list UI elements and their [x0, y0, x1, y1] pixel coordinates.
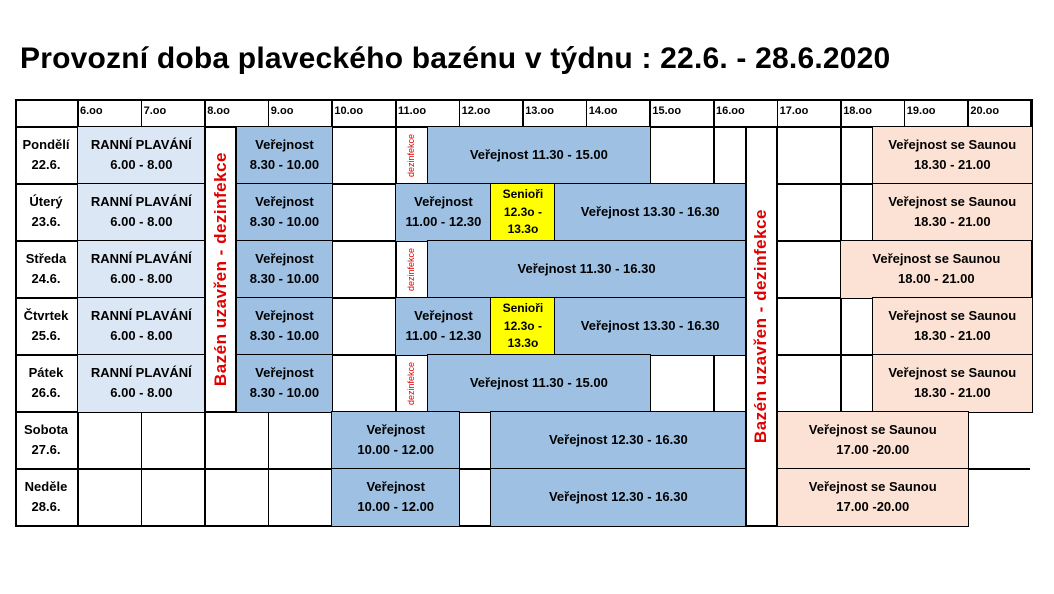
day-date: 22.6. [31, 156, 61, 172]
disinfection-label: dezinfekce [405, 361, 416, 405]
hour-header: 13.oo [525, 105, 554, 117]
session-block [427, 126, 651, 185]
session-text: Veřejnost 12.30 - 16.30 [548, 432, 688, 448]
hour-header: 9.oo [270, 105, 294, 117]
day-name: Úterý [29, 194, 63, 209]
day-date: 24.6. [31, 270, 61, 286]
session-text: Veřejnost [255, 194, 314, 210]
session-text: RANNÍ PLAVÁNÍ [90, 137, 192, 153]
session-text: Veřejnost [255, 251, 314, 267]
day-name: Čtvrtek [23, 308, 69, 323]
session-text: Veřejnost [366, 479, 425, 495]
session-block [236, 354, 333, 413]
session-text: RANNÍ PLAVÁNÍ [90, 365, 192, 381]
hour-header: 11.oo [398, 105, 427, 117]
session-text: Senioři [502, 301, 544, 316]
session-text: Veřejnost [414, 194, 473, 210]
session-text: Veřejnost se Saunou [808, 422, 937, 438]
session-text: 18.30 - 21.00 [913, 214, 991, 230]
day-name: Neděle [24, 479, 68, 494]
day-label [15, 354, 77, 411]
session-text: 8.30 - 10.00 [249, 157, 320, 173]
session-block [236, 297, 333, 356]
session-text: Veřejnost se Saunou [888, 308, 1017, 324]
session-text: Veřejnost 12.30 - 16.30 [548, 489, 688, 505]
session-text: RANNÍ PLAVÁNÍ [90, 308, 192, 324]
session-block [872, 126, 1033, 185]
session-block [77, 240, 206, 299]
day-date: 23.6. [31, 213, 61, 229]
day-date: 28.6. [31, 498, 61, 514]
session-block [77, 297, 206, 356]
session-block [490, 411, 746, 470]
session-text: Veřejnost se Saunou [888, 194, 1017, 210]
day-label [15, 468, 77, 525]
pool-closed-label: Bazén uzavřen - dezinfekce [210, 152, 230, 387]
session-block [490, 183, 555, 242]
session-text: Veřejnost [414, 308, 473, 324]
disinfection-label: dezinfekce [405, 133, 416, 177]
session-block [872, 297, 1033, 356]
session-block [777, 411, 969, 470]
session-text: 8.30 - 10.00 [249, 328, 320, 344]
day-date: 27.6. [31, 441, 61, 457]
session-text: 11.00 - 12.30 [405, 214, 482, 230]
hour-header: 19.oo [906, 105, 936, 117]
session-text: RANNÍ PLAVÁNÍ [90, 251, 192, 267]
session-block [236, 126, 333, 185]
hour-header: 14.oo [588, 105, 618, 117]
session-block [236, 183, 333, 242]
session-block [236, 240, 333, 299]
session-text: 6.00 - 8.00 [110, 385, 173, 401]
hour-header: 20.oo [970, 105, 1000, 117]
session-text: 10.00 - 12.00 [357, 442, 435, 458]
session-block [872, 354, 1033, 413]
day-date: 25.6. [31, 327, 61, 343]
session-text: Veřejnost 11.30 - 15.00 [469, 147, 608, 163]
session-block [872, 183, 1033, 242]
day-date: 26.6. [31, 384, 61, 400]
hour-header: 12.oo [461, 105, 491, 117]
hour-header: 16.oo [716, 105, 745, 117]
session-block [331, 468, 460, 527]
session-text: 18.00 - 21.00 [898, 271, 975, 287]
pool-closed-column [204, 126, 237, 413]
session-text: Veřejnost [255, 365, 314, 381]
session-text: 18.30 - 21.00 [913, 385, 991, 401]
session-text: Senioři [502, 187, 544, 202]
session-text: Veřejnost se Saunou [888, 137, 1017, 153]
session-text: 6.00 - 8.00 [110, 328, 173, 344]
hour-header: 17.oo [779, 105, 809, 117]
session-text: 8.30 - 10.00 [249, 214, 320, 230]
hour-header: 10.oo [334, 105, 364, 117]
disinfection-slot [395, 354, 428, 413]
session-block [395, 297, 492, 356]
session-block [490, 297, 555, 356]
session-text: Veřejnost [366, 422, 425, 438]
session-text: 12.3o - [503, 204, 542, 219]
session-block [77, 354, 206, 413]
disinfection-slot [395, 126, 428, 185]
session-text: 11.00 - 12.30 [405, 328, 482, 344]
session-text: 18.30 - 21.00 [913, 328, 991, 344]
hour-header: 15.oo [652, 105, 682, 117]
session-block [490, 468, 746, 527]
hour-header: 7.oo [143, 105, 167, 117]
session-block [554, 297, 746, 356]
day-name: Sobota [23, 422, 69, 437]
session-text: 18.30 - 21.00 [913, 157, 991, 173]
session-text: 8.30 - 10.00 [249, 271, 320, 287]
session-text: 8.30 - 10.00 [249, 385, 320, 401]
session-text: Veřejnost 11.30 - 16.30 [517, 261, 656, 277]
day-label [15, 297, 77, 354]
hour-header: 18.oo [843, 105, 872, 117]
pool-closed-label: Bazén uzavřen - dezinfekce [751, 209, 771, 444]
day-name: Středa [25, 251, 67, 266]
session-block [395, 183, 492, 242]
session-text: 17.00 -20.00 [836, 499, 910, 515]
session-block [77, 126, 206, 185]
session-block [777, 468, 969, 527]
day-name: Pátek [28, 365, 64, 380]
session-text: RANNÍ PLAVÁNÍ [90, 194, 192, 210]
session-text: Veřejnost 13.30 - 16.30 [580, 318, 720, 334]
session-block [77, 183, 206, 242]
hour-header: 6.oo [80, 105, 103, 117]
day-name: Pondělí [22, 137, 70, 152]
day-label [15, 126, 77, 183]
disinfection-slot [395, 240, 428, 299]
session-block [427, 354, 651, 413]
session-text: 10.00 - 12.00 [357, 499, 435, 515]
session-text: Veřejnost 11.30 - 15.00 [469, 375, 608, 391]
session-text: 12.3o - [503, 318, 542, 333]
day-label [15, 183, 77, 240]
session-text: 6.00 - 8.00 [110, 271, 173, 287]
session-text: 6.00 - 8.00 [110, 214, 173, 230]
session-text: Veřejnost se Saunou [808, 479, 937, 495]
session-block [554, 183, 746, 242]
session-text: 13.3o [507, 335, 539, 350]
page-title: Provozní doba plaveckého bazénu v týdnu : 22.6. - 28.6.2020 [20, 42, 891, 75]
session-block [427, 240, 747, 299]
session-text: Veřejnost [255, 137, 314, 153]
disinfection-label: dezinfekce [405, 247, 416, 291]
hour-header: 8.oo [207, 105, 230, 117]
day-label [15, 240, 77, 297]
session-text: Veřejnost se Saunou [888, 365, 1017, 381]
session-text: Veřejnost [255, 308, 314, 324]
session-text: 17.00 -20.00 [836, 442, 910, 458]
session-text: 6.00 - 8.00 [110, 157, 173, 173]
pool-closed-column [745, 126, 778, 527]
session-text: 13.3o [507, 221, 539, 236]
session-block [840, 240, 1032, 299]
session-text: Veřejnost se Saunou [872, 251, 1001, 267]
session-block [331, 411, 460, 470]
session-text: Veřejnost 13.30 - 16.30 [580, 204, 720, 220]
day-label [15, 411, 77, 468]
